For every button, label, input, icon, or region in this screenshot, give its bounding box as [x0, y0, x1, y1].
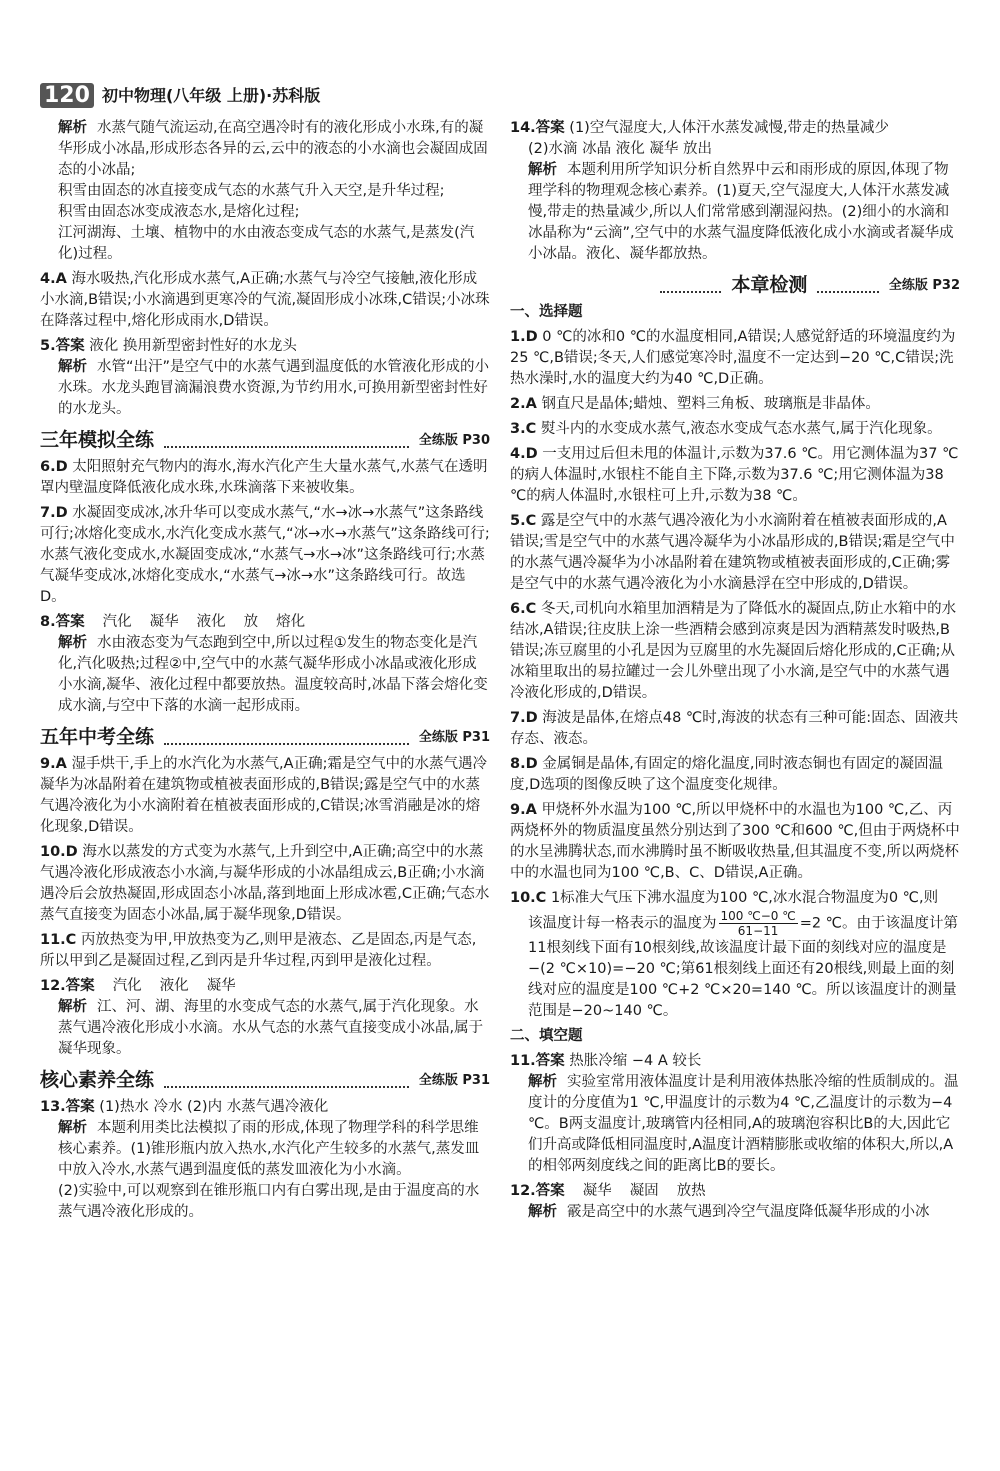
analysis-label: 解析 — [528, 1204, 557, 1220]
section-ref: 全练版 P32 — [888, 278, 961, 293]
question-number: 11.答案 — [510, 1053, 565, 1069]
question-number: 8.D — [510, 756, 538, 772]
question-number: 7.D — [40, 505, 68, 521]
answer-item: 凝华 — [582, 1183, 612, 1199]
answer-text: 液化 换用新型密封性好的水龙头 — [89, 338, 297, 354]
answer-item: 凝华 — [149, 614, 179, 630]
answer-item: 汽化 — [112, 978, 142, 994]
analysis-label: 解析 — [528, 1074, 557, 1090]
fraction-denominator: 61−11 — [737, 924, 779, 938]
question-text: 该温度计每一格表示的温度为 — [528, 915, 717, 932]
section-leader — [164, 1074, 409, 1088]
choice-8 — [510, 754, 960, 796]
question-number: 5.答案 — [40, 338, 85, 354]
page-number: 120 — [40, 83, 94, 108]
section-leader — [164, 731, 409, 745]
question-text: 熨斗内的水变成水蒸气,液态水变成气态水蒸气,属于汽化现象。 — [540, 421, 942, 437]
analysis-text: 江河湖海、土壤、植物中的水由液态变成气态的水蒸气,是蒸发(汽化)过程。 — [58, 225, 475, 262]
question-number: 7.D — [510, 710, 538, 726]
analysis-label: 解析 — [58, 120, 87, 136]
answer-item: 放热 — [676, 1183, 706, 1199]
right-column — [510, 118, 960, 1227]
question-number: 1.D — [510, 329, 538, 345]
part-heading: 一、选择题 — [510, 304, 583, 320]
section-title: 五年中考全练 — [40, 726, 155, 748]
section-three-year — [40, 430, 490, 451]
fraction-numerator: 100 ℃−0 ℃ — [720, 909, 796, 923]
choice-6 — [510, 599, 960, 704]
fraction — [719, 909, 798, 938]
question-number: 13.答案 — [40, 1099, 95, 1115]
analysis-text: 积雪由固态的冰直接变成气态的水蒸气升入天空,是升华过程; — [58, 183, 445, 199]
answer-text: 热胀冷缩 −4 A 较长 — [569, 1053, 702, 1069]
choice-3 — [510, 419, 960, 440]
question-number: 11.C — [40, 932, 77, 948]
question-text: =2 ℃。由于该温度计第 — [799, 915, 958, 932]
analysis-text: 本题利用类比法模拟了雨的形成,体现了物理学科的科学思维核心素养。(1)锥形瓶内放入热水,水汽化产生较多的水蒸气,蒸发皿中放入冷水,水蒸气遇到温度低的蒸发皿液化为小水滴。 — [58, 1120, 480, 1178]
choice-9 — [510, 800, 960, 884]
section-leader-left — [660, 279, 721, 293]
choice-4 — [510, 444, 960, 507]
section-title: 本章检测 — [731, 274, 808, 296]
question-5 — [40, 336, 490, 420]
question-number: 12.答案 — [510, 1183, 565, 1199]
question-text: 海水吸热,汽化形成水蒸气,A正确;水蒸气与冷空气接触,液化形成小水滴,B错误;小水滴遇到更寒冷的气流,凝固形成小冰珠,C错误;小冰珠在降落过程中,熔化形成雨水,D错误。 — [40, 271, 490, 329]
analysis-label: 解析 — [58, 1120, 87, 1136]
section-leader — [817, 279, 878, 293]
question-text: 湿手烘干,手上的水汽化为水蒸气,A正确;霜是空气中的水蒸气遇冷凝华为冰晶附着在建筑物或植被表面形成的,B错误;露是空气中的水蒸气遇冷液化为小水滴附着在植被表面形成的,C错误;冰雪消融是冰的熔化现象,D错误。 — [40, 756, 487, 835]
analysis-text: (2)实验中,可以观察到在锥形瓶口内有白雾出现,是由于温度高的水蒸气遇冷液化形成的。 — [58, 1183, 480, 1220]
question-number: 10.C — [510, 890, 547, 906]
page-header — [40, 80, 320, 110]
analysis-text: 本题利用所学知识分析自然界中云和雨形成的原因,体现了物理学科的物理观念核心素养。(1)夏天,空气湿度大,人体汗水蒸发减慢,带走的热量减少,所以人们常常感到潮湿闷热。(2)细小的水滴和冰晶称为“云滴”,空气中的水蒸气温度降低液化成小水滴或者凝华成小冰晶。液化、凝华都放热。 — [528, 162, 954, 262]
choice-7 — [510, 708, 960, 750]
analysis-label: 解析 — [528, 162, 557, 178]
question-number: 5.C — [510, 513, 537, 529]
question-number: 3.C — [510, 421, 537, 437]
section-core-literacy — [40, 1070, 490, 1091]
choice-2 — [510, 394, 960, 415]
question-text: 1标准大气压下沸水温度为100 ℃,冰水混合物温度为0 ℃,则 — [550, 890, 939, 906]
answer-text: (1)热水 冷水 (2)内 水蒸气遇冷液化 — [99, 1099, 329, 1115]
answer-text: (1)空气湿度大,人体汗水蒸发减慢,带走的热量减少 — [569, 120, 890, 136]
section-title: 核心素养全练 — [40, 1069, 155, 1091]
question-text: 露是空气中的水蒸气遇冷液化为小水滴附着在植被表面形成的,A错误;雪是空气中的水蒸气遇冷凝华为小冰晶形成的,B错误;霜是空气中的水蒸气遇冷凝华为小冰晶附着在建筑物或植被表面形成的,C正确;雾是空气中的水蒸气遇冷液化为小水滴悬浮在空中形成的,D错误。 — [510, 513, 955, 592]
choice-5 — [510, 511, 960, 595]
question-number: 4.D — [510, 446, 538, 462]
question-number: 14.答案 — [510, 120, 565, 136]
section-chapter-test — [510, 275, 960, 296]
analysis-text: 江、河、湖、海里的水变成气态的水蒸气,属于汽化现象。水蒸气遇冷液化形成小水滴。水从气态的水蒸气直接变成小冰晶,属于凝华现象。 — [58, 999, 484, 1057]
part-heading: 二、填空题 — [510, 1028, 583, 1044]
section-ref: 全练版 P31 — [418, 730, 490, 745]
question-9 — [40, 754, 490, 838]
question-text: 冬天,司机向水箱里加酒精是为了降低水的凝固点,防止水箱中的水结冰,A错误;往皮肤上涂一些酒精会感到凉爽是因为酒精蒸发时吸热,B错误;冻豆腐里的小孔是因为豆腐里的水先凝固后熔化形成的,C正确;从冰箱里取出的易拉罐过一会儿外壁出现了小水滴,是空气中的水蒸气遇冷液化形成的,D错误。 — [510, 601, 957, 701]
question-text: 水凝固变成冰,冰升华可以变成水蒸气,“水→冰→水蒸气”这条路线可行;冰熔化变成水,水汽化变成水蒸气,“冰→水→水蒸气”这条路线可行;水蒸气液化变成水,水凝固变成冰,“水蒸气→水→冰”这条路线可行;水蒸气凝华变成冰,冰熔化变成水,“水蒸气→冰→水”这条路线可行。故选D。 — [40, 505, 490, 605]
answer-item: 熔化 — [276, 614, 306, 630]
intro-analysis — [40, 118, 490, 265]
question-14 — [510, 118, 960, 265]
question-7 — [40, 503, 490, 608]
fill-12 — [510, 1181, 960, 1223]
choice-10 — [510, 888, 960, 1022]
question-number: 4.A — [40, 271, 67, 287]
question-text: 甲烧杯外水温为100 ℃,所以甲烧杯中的水温也为100 ℃,乙、丙两烧杯外的物质温度虽然分别达到了300 ℃和600 ℃,但由于两烧杯中的水呈沸腾状态,而水沸腾时虽不断吸收热量,但其温度不变,所以两烧杯中的水温也同为100 ℃,B、C、D错误,A正确。 — [510, 802, 960, 881]
question-text: 钢直尺是晶体;蜡烛、塑料三角板、玻璃瓶是非晶体。 — [541, 396, 880, 412]
analysis-label: 解析 — [58, 635, 87, 651]
question-number: 9.A — [40, 756, 67, 772]
left-column — [40, 118, 490, 1227]
section-leader — [164, 434, 409, 448]
answer-item: 液化 — [196, 614, 226, 630]
analysis-text: 积雪由固态冰变成液态水,是熔化过程; — [58, 204, 300, 220]
answer-item: 汽化 — [102, 614, 132, 630]
question-text: 海波是晶体,在熔点48 ℃时,海波的状态有三种可能:固态、固液共存态、液态。 — [510, 710, 959, 747]
question-11 — [40, 930, 490, 972]
analysis-label: 解析 — [58, 999, 87, 1015]
section-ref: 全练版 P31 — [418, 1073, 490, 1088]
section-five-year — [40, 727, 490, 748]
section-ref: 全练版 P30 — [418, 433, 490, 448]
question-text: 11根刻线下面有10根刻线,故该温度计最下面的刻线对应的温度是−(2 ℃×10)=−20 ℃;第61根刻线上面还有20根线,则最上面的刻线对应的温度是100 ℃+2 ℃×20=140 ℃。所以该温度计的测量范围是−20~140 ℃。 — [528, 940, 957, 1019]
answer-text: (2)水滴 冰晶 液化 凝华 放出 — [528, 141, 712, 157]
question-text: 海水以蒸发的方式变为水蒸气,上升到空中,A正确;高空中的水蒸气遇冷液化形成液态小水滴,与凝华形成的小冰晶组成云,B正确;小水滴遇冷后会放热凝固,形成固态小冰晶,落到地面上形成冰雹,C正确;气态水蒸气直接变为固态小冰晶,属于凝华现象,D错误。 — [40, 844, 490, 923]
fill-11 — [510, 1051, 960, 1177]
question-number: 6.D — [40, 459, 68, 475]
analysis-label: 解析 — [58, 359, 87, 375]
section-title: 三年模拟全练 — [40, 429, 155, 451]
answer-item: 凝华 — [206, 978, 236, 994]
question-4 — [40, 269, 490, 332]
answer-item: 放 — [243, 614, 259, 630]
question-number: 9.A — [510, 802, 537, 818]
question-text: 太阳照射充气物内的海水,海水汽化产生大量水蒸气,水蒸气在透明罩内壁温度降低液化成水珠,水珠滴落下来被收集。 — [40, 459, 488, 496]
question-number: 12.答案 — [40, 978, 95, 994]
question-text: 金属铜是晶体,有固定的熔化温度,同时液态铜也有固定的凝固温度,D选项的图像反映了这个温度变化规律。 — [510, 756, 943, 793]
choice-1 — [510, 327, 960, 390]
answer-item: 凝固 — [629, 1183, 659, 1199]
analysis-text: 水蒸气随气流运动,在高空遇冷时有的液化形成小水珠,有的凝华形成小冰晶,形成形态各异的云,云中的液态的小水滴也会凝固成固态的小冰晶; — [58, 120, 488, 178]
question-12 — [40, 976, 490, 1060]
answer-item: 液化 — [159, 978, 189, 994]
question-number: 10.D — [40, 844, 78, 860]
question-10 — [40, 842, 490, 926]
analysis-text: 水由液态变为气态跑到空中,所以过程①发生的物态变化是汽化,汽化吸热;过程②中,空气中的水蒸气凝华形成小冰晶或液化形成小水滴,凝华、液化过程中都要放热。温度较高时,冰晶下落会熔化变成水滴,与空中下落的水滴一起形成雨。 — [58, 635, 488, 714]
question-number: 2.A — [510, 396, 537, 412]
analysis-text: 霰是高空中的水蒸气遇到冷空气温度降低凝华形成的小冰 — [567, 1204, 930, 1220]
book-title: 初中物理(八年级 上册)·苏科版 — [101, 85, 321, 105]
question-13 — [40, 1097, 490, 1223]
question-text: 0 ℃的冰和0 ℃的水温度相同,A错误;人感觉舒适的环境温度约为25 ℃,B错误;冬天,人们感觉寒冷时,温度不一定达到−20 ℃,C错误;洗热水澡时,水的温度大约为40 ℃,D正确。 — [510, 329, 956, 387]
analysis-text: 水管“出汗”是空气中的水蒸气遇到温度低的水管液化形成的小水珠。水龙头跑冒滴漏浪费水资源,为节约用水,可换用新型密封性好的水龙头。 — [58, 359, 490, 417]
question-text: 一支用过后但未甩的体温计,示数为37.6 ℃。用它测体温为37 ℃的病人体温时,水银柱不能自主下降,示数为37.6 ℃;用它测体温为38 ℃的病人体温时,水银柱可上升,示数为38 ℃。 — [510, 446, 959, 504]
question-6 — [40, 457, 490, 499]
analysis-text: 实验室常用液体温度计是利用液体热胀冷缩的性质制成的。温度计的分度值为1 ℃,甲温度计的示数为4 ℃,乙温度计的示数为−4 ℃。B两支温度计,玻璃管内径相同,A的玻璃泡容积比B的大,因此它们升高或降低相同温度时,A温度计酒精膨胀或收缩的体积大,所以,A的相邻两刻度线之间的距离比B的要长。 — [528, 1074, 959, 1174]
question-8 — [40, 612, 490, 717]
question-number: 8.答案 — [40, 614, 85, 630]
question-number: 6.C — [510, 601, 537, 617]
question-text: 丙放热变为甲,甲放热变为乙,则甲是液态、乙是固态,丙是气态,所以甲到乙是凝固过程,乙到丙是升华过程,丙到甲是液化过程。 — [40, 932, 477, 969]
